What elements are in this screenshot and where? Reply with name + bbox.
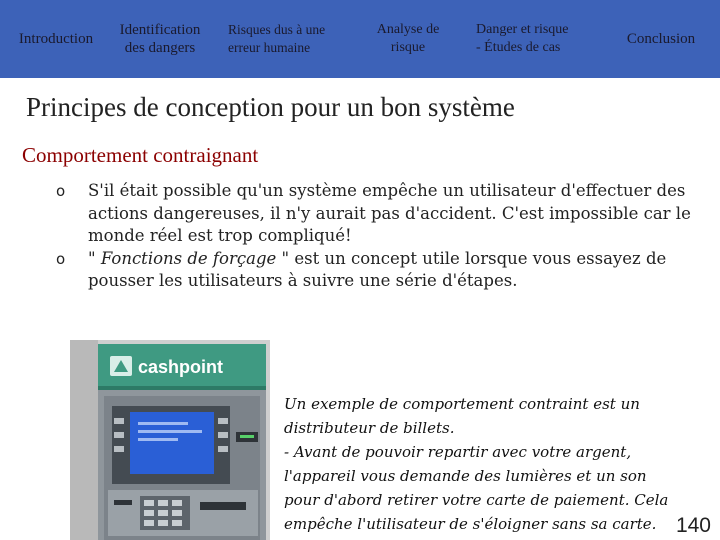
bullet-item: [56, 248, 696, 293]
section-heading: Comportement contraignant: [22, 143, 259, 167]
bullet-text: S'il était possible qu'un système empêche un utilisateur d'effectuer des actions dangereuses, il n'y aurait pas d'accident. C'est impossible car le monde réel est trop compliqué!: [88, 181, 691, 245]
page-title: Principes de conception pour un bon système: [26, 92, 515, 122]
bullet-list: [56, 180, 696, 293]
nav-danger-et-risque[interactable]: [470, 0, 600, 78]
nav-danger-label-line2: - Études de cas: [476, 40, 561, 55]
nav-identification-des-dangers[interactable]: [108, 0, 212, 78]
atm-screen: [130, 412, 214, 474]
nav-analyse-label-line2: risque: [390, 40, 426, 55]
nav-identification-label-line1: Identification: [119, 22, 201, 38]
caption-line: Un exemple de comportement contraint est un: [284, 395, 640, 413]
cashpoint-logo-text: cashpoint: [138, 357, 224, 377]
bullet-text: [88, 248, 696, 293]
slide-number: 140: [675, 514, 711, 537]
nav-danger-label-line1: Danger et risque: [476, 22, 569, 37]
caption-line: l'appareil vous demande des lumières et un son: [284, 467, 647, 485]
caption-line: pour d'abord retirer votre carte de paiement. Cela: [284, 491, 669, 509]
bullet-text-rest: est un concept utile lorsque vous essayez de pousser les utilisateurs à suivre une série d'étapes.: [88, 248, 667, 290]
bullet-marker: o: [56, 182, 66, 200]
nav-analyse-label-line1: Analyse de: [376, 22, 440, 37]
atm-photo: [70, 340, 270, 540]
nav-risques-label-line2: erreur humaine: [228, 40, 311, 55]
nav-analyse-de-risque[interactable]: [358, 0, 458, 78]
caption-line: - Avant de pouvoir repartir avec votre argent,: [284, 443, 632, 461]
caption-line: empêche l'utilisateur de s'éloigner sans sa carte.: [284, 515, 657, 533]
atm-illustration: [70, 340, 270, 540]
bullet-marker: o: [56, 249, 66, 268]
caption-line: distributeur de billets.: [284, 419, 455, 437]
bullet-item: [56, 180, 696, 248]
nav-identification-label-line2: des dangers: [124, 40, 196, 56]
nav-introduction[interactable]: [4, 0, 108, 78]
bullet-text-italic: " Fonctions de forçage ": [88, 248, 290, 268]
nav-conclusion[interactable]: [608, 0, 714, 78]
nav-risques-erreur-humaine[interactable]: [222, 0, 352, 78]
top-navigation-bar: [0, 0, 720, 78]
nav-risques-label-line1: Risques dus à une: [228, 22, 326, 37]
nav-conclusion-label: Conclusion: [626, 31, 696, 47]
nav-introduction-label: Introduction: [18, 31, 94, 47]
atm-caption: [284, 392, 710, 536]
